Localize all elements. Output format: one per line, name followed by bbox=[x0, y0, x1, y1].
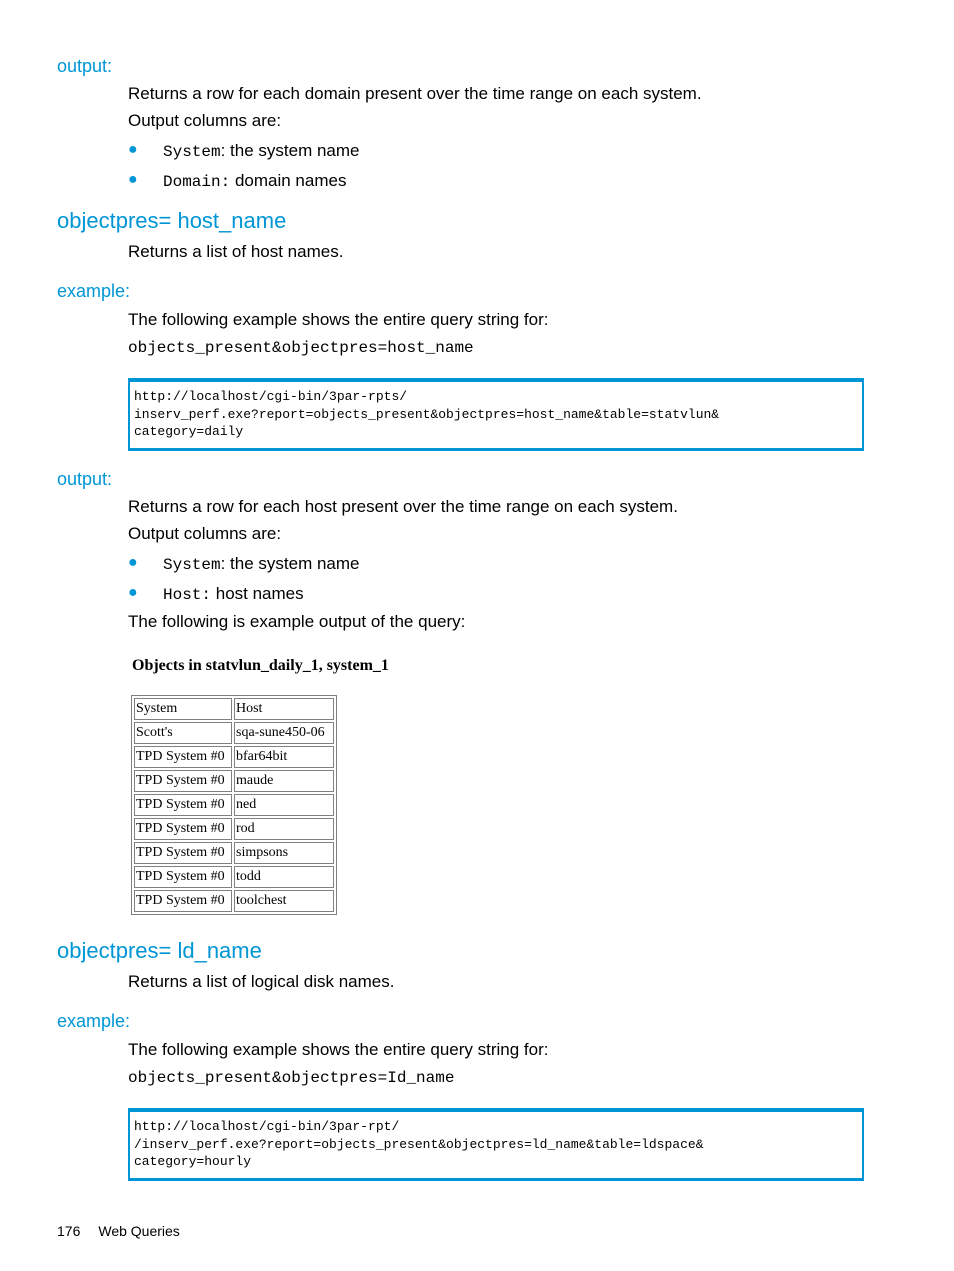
table-row bbox=[134, 746, 334, 768]
code-line: category=hourly bbox=[134, 1154, 252, 1169]
table-cell-system: TPD System #0 bbox=[134, 794, 232, 816]
code-line: category=daily bbox=[134, 424, 244, 439]
results-table bbox=[131, 695, 337, 915]
query-string: objects_present&objectpres=Id_name bbox=[128, 1069, 455, 1087]
table-header-row bbox=[134, 698, 334, 720]
table-cell-host: todd bbox=[234, 866, 334, 888]
table-row bbox=[134, 818, 334, 840]
table-cell-host: ned bbox=[234, 794, 334, 816]
code-block bbox=[128, 378, 864, 451]
example-intro: The following example shows the entire query string for: bbox=[128, 1040, 549, 1059]
table-header-cell: System bbox=[134, 698, 232, 720]
table-cell-system: TPD System #0 bbox=[134, 770, 232, 792]
code-line: http://localhost/cgi-bin/3par-rpts/ bbox=[134, 389, 408, 404]
column-description: : the system name bbox=[220, 141, 360, 160]
table-row bbox=[134, 722, 334, 744]
table-row bbox=[134, 842, 334, 864]
page-footer bbox=[57, 1223, 180, 1239]
output-heading: output: bbox=[57, 56, 113, 76]
table-row bbox=[134, 770, 334, 792]
output-description: Returns a row for each domain present over the time range on each system. bbox=[128, 84, 702, 103]
example-heading: example: bbox=[57, 281, 131, 301]
code-line: /inserv_perf.exe?report=objects_present&objectpres=ld_name&table=ldspace& bbox=[134, 1136, 704, 1152]
bullet-icon: ● bbox=[128, 141, 138, 158]
list-item bbox=[128, 554, 138, 572]
section-heading-ld-name: objectpres= ld_name bbox=[57, 938, 262, 963]
query-string: objects_present&objectpres=host_name bbox=[128, 339, 474, 357]
output-description: Returns a row for each host present over the time range on each system. bbox=[128, 497, 678, 516]
column-description: : the system name bbox=[220, 554, 360, 573]
output-columns-intro: Output columns are: bbox=[128, 524, 282, 543]
table-row bbox=[134, 866, 334, 888]
table-cell-system: TPD System #0 bbox=[134, 746, 232, 768]
table-cell-system: TPD System #0 bbox=[134, 866, 232, 888]
section-description: Returns a list of host names. bbox=[128, 242, 344, 261]
output-heading: output: bbox=[57, 469, 113, 489]
table-cell-system: Scott's bbox=[134, 722, 232, 744]
column-code: System bbox=[163, 556, 221, 574]
result-title: Objects in statvlun_daily_1, system_1 bbox=[132, 657, 389, 674]
bullet-icon: ● bbox=[128, 554, 138, 571]
table-cell-system: TPD System #0 bbox=[134, 842, 232, 864]
page-number: 176 bbox=[57, 1223, 81, 1239]
column-description: domain names bbox=[230, 171, 347, 190]
table-cell-host: toolchest bbox=[234, 890, 334, 912]
list-item-text bbox=[163, 141, 360, 161]
column-code: System bbox=[163, 143, 221, 161]
bullet-icon: ● bbox=[128, 584, 138, 601]
list-item bbox=[128, 171, 138, 189]
example-intro: The following example shows the entire query string for: bbox=[128, 310, 549, 329]
table-row bbox=[134, 794, 334, 816]
column-code: Host: bbox=[163, 586, 212, 604]
list-item-text bbox=[163, 171, 346, 191]
column-code: Domain: bbox=[163, 173, 231, 191]
table-cell-host: rod bbox=[234, 818, 334, 840]
table-header-cell: Host bbox=[234, 698, 334, 720]
output-columns-intro: Output columns are: bbox=[128, 111, 282, 130]
table-cell-host: bfar64bit bbox=[234, 746, 334, 768]
section-heading-host-name: objectpres= host_name bbox=[57, 208, 287, 233]
code-line: http://localhost/cgi-bin/3par-rpt/ bbox=[134, 1119, 400, 1134]
table-cell-system: TPD System #0 bbox=[134, 818, 232, 840]
example-heading: example: bbox=[57, 1011, 131, 1031]
footer-section-title: Web Queries bbox=[98, 1223, 180, 1239]
table-cell-host: maude bbox=[234, 770, 334, 792]
table-cell-system: TPD System #0 bbox=[134, 890, 232, 912]
table-cell-host: simpsons bbox=[234, 842, 334, 864]
list-item-text bbox=[163, 584, 304, 604]
bullet-icon: ● bbox=[128, 171, 138, 188]
code-block bbox=[128, 1108, 864, 1181]
list-item bbox=[128, 141, 138, 159]
table-cell-host: sqa-sune450-06 bbox=[234, 722, 334, 744]
section-description: Returns a list of logical disk names. bbox=[128, 972, 395, 991]
example-output-intro: The following is example output of the query: bbox=[128, 612, 466, 631]
code-line: inserv_perf.exe?report=objects_present&objectpres=host_name&table=statvlun& bbox=[134, 406, 720, 422]
table-row bbox=[134, 890, 334, 912]
column-description: host names bbox=[211, 584, 304, 603]
list-item bbox=[128, 584, 138, 602]
list-item-text bbox=[163, 554, 360, 574]
